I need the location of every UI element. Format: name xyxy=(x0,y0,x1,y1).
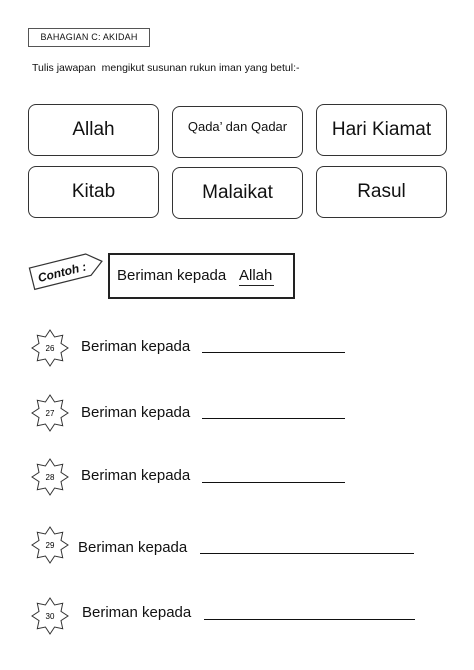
example-prefix: Beriman kepada xyxy=(117,267,227,284)
star-number-icon xyxy=(31,526,69,564)
star-number-icon xyxy=(31,329,69,367)
star-number-icon xyxy=(31,458,69,496)
star-number-icon xyxy=(31,394,69,432)
word-option-allah: Allah xyxy=(28,104,159,156)
word-option-kitab: Kitab xyxy=(28,166,159,218)
question-number: 27 xyxy=(45,409,55,418)
question-number: 29 xyxy=(45,541,55,550)
answer-line[interactable] xyxy=(202,482,345,483)
example-answer: Allah xyxy=(239,267,273,284)
question-prefix: Beriman kepada xyxy=(81,467,191,484)
word-option-rasul: Rasul xyxy=(316,166,447,218)
word-option-qada-qadar: Qada’ dan Qadar xyxy=(172,106,303,158)
instruction-text: Tulis jawapan mengikut susunan rukun iman yang betul:- xyxy=(32,62,300,74)
question-prefix: Beriman kepada xyxy=(81,404,191,421)
word-option-malaikat: Malaikat xyxy=(172,167,303,219)
answer-line[interactable] xyxy=(204,619,415,620)
question-number: 30 xyxy=(45,612,55,621)
star-number-icon xyxy=(31,597,69,635)
section-tag: BAHAGIAN C: AKIDAH xyxy=(28,28,150,47)
answer-line[interactable] xyxy=(202,352,345,353)
question-number: 26 xyxy=(45,344,55,353)
example-box xyxy=(108,253,295,299)
answer-line[interactable] xyxy=(200,553,414,554)
example-tag-label: Contoh : xyxy=(36,259,88,286)
question-prefix: Beriman kepada xyxy=(78,539,188,556)
word-option-hari-kiamat: Hari Kiamat xyxy=(316,104,447,156)
question-prefix: Beriman kepada xyxy=(82,604,192,621)
answer-line[interactable] xyxy=(202,418,345,419)
example-tag xyxy=(25,245,109,295)
question-prefix: Beriman kepada xyxy=(81,338,191,355)
question-number: 28 xyxy=(45,473,55,482)
